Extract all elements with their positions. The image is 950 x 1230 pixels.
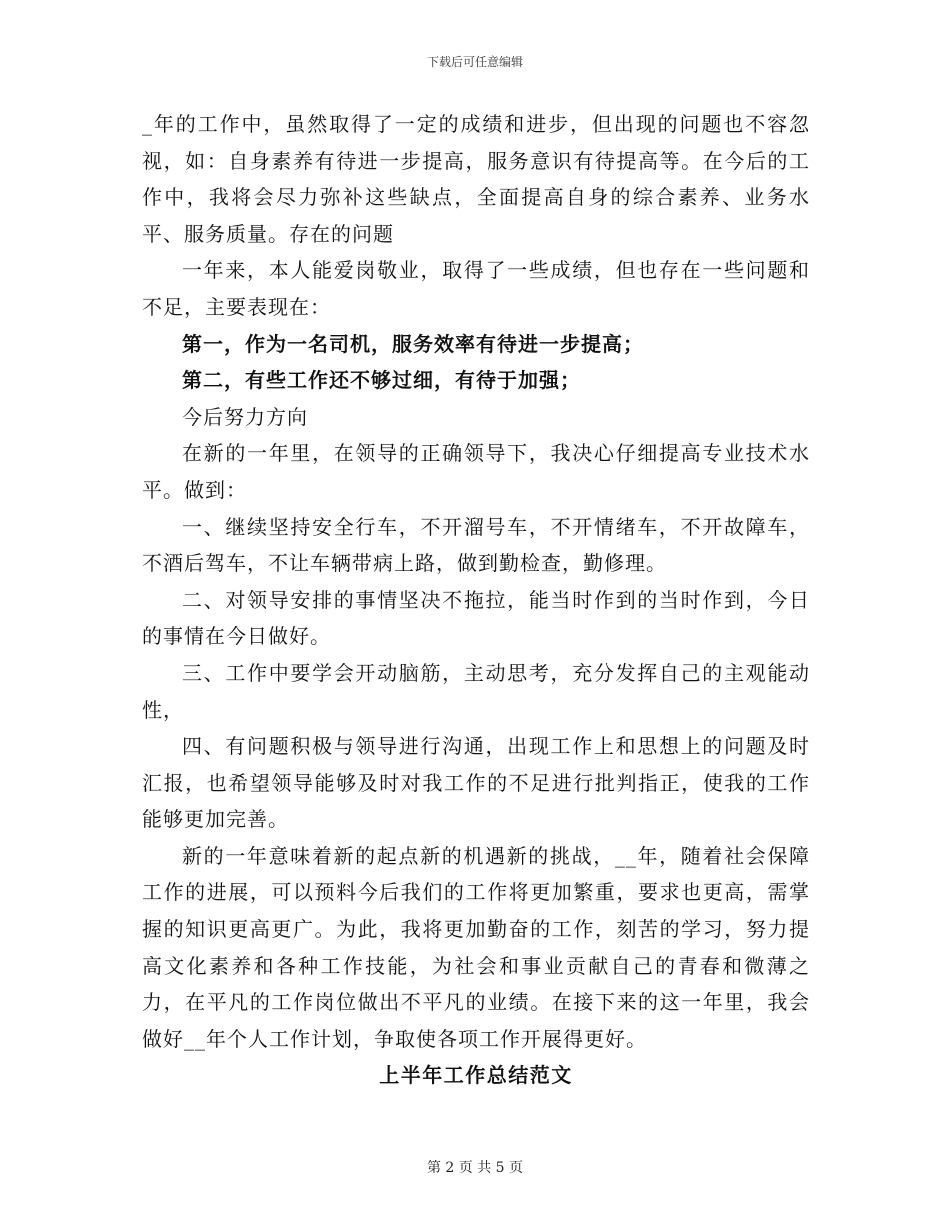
paragraph-point-first: 第一，作为一名司机，服务效率有待进一步提高；: [182, 331, 644, 356]
section-title: 上半年工作总结范文: [379, 1063, 573, 1088]
paragraph-closing: 新的一年意味着新的起点新的机遇新的挑战，__年，随着社会保障工作的进展，可以预料今后我们的工作将更加繁重，要求也更高，需掌握的知识更高更广。为此，我将更加勤奋的工作，刻苦的学习，努力提高文化素养和各种工作技能，为社会和事业贡献自己的青春和微薄之力，在平凡的工作岗位做出不平凡的业绩。在接下来的这一年里，我会做好__年个人工作计划，争取使各项工作开展得更好。: [142, 843, 810, 1051]
paragraph-item-two: 二、对领导安排的事情坚决不拖拉，能当时作到的当时作到，今日的事情在今日做好。: [142, 587, 810, 649]
paragraph-item-one: 一、继续坚持安全行车，不开溜号车，不开情绪车，不开故障车，不酒后驾车，不让车辆带病上路，做到勤检查，勤修理。: [142, 514, 810, 576]
paragraph-new-year-resolve: 在新的一年里，在领导的正确领导下，我决心仔细提高专业技术水平。做到：: [142, 441, 810, 502]
paragraph-item-four: 四、有问题积极与领导进行沟通，出现工作上和思想上的问题及时汇报，也希望领导能够及时对我工作的不足进行批判指正，使我的工作能够更加完善。: [142, 734, 810, 832]
page-footer: 第 2 页 共 5 页: [426, 1160, 524, 1176]
page-header: 下载后可任意编辑: [426, 55, 523, 69]
paragraph-year-review: 一年来，本人能爱岗敬业，取得了一些成绩，但也存在一些问题和不足，主要表现在：: [142, 258, 810, 319]
paragraph-item-three: 三、工作中要学会开动脑筋，主动思考，充分发挥自己的主观能动性，: [142, 660, 810, 722]
paragraph-continued-issues: _年的工作中，虽然取得了一定的成绩和进步，但出现的问题也不容忽视，如：自身素养有待进一步提高，服务意识有待提高等。在今后的工作中，我将会尽力弥补这些缺点，全面提高自身的综合素养、业务水平、服务质量。存在的问题: [142, 112, 810, 246]
document-body: [142, 106, 810, 1094]
paragraph-point-second: 第二，有些工作还不够过细，有待于加强；: [182, 368, 581, 393]
subheading-future-direction: 今后努力方向: [182, 404, 308, 429]
